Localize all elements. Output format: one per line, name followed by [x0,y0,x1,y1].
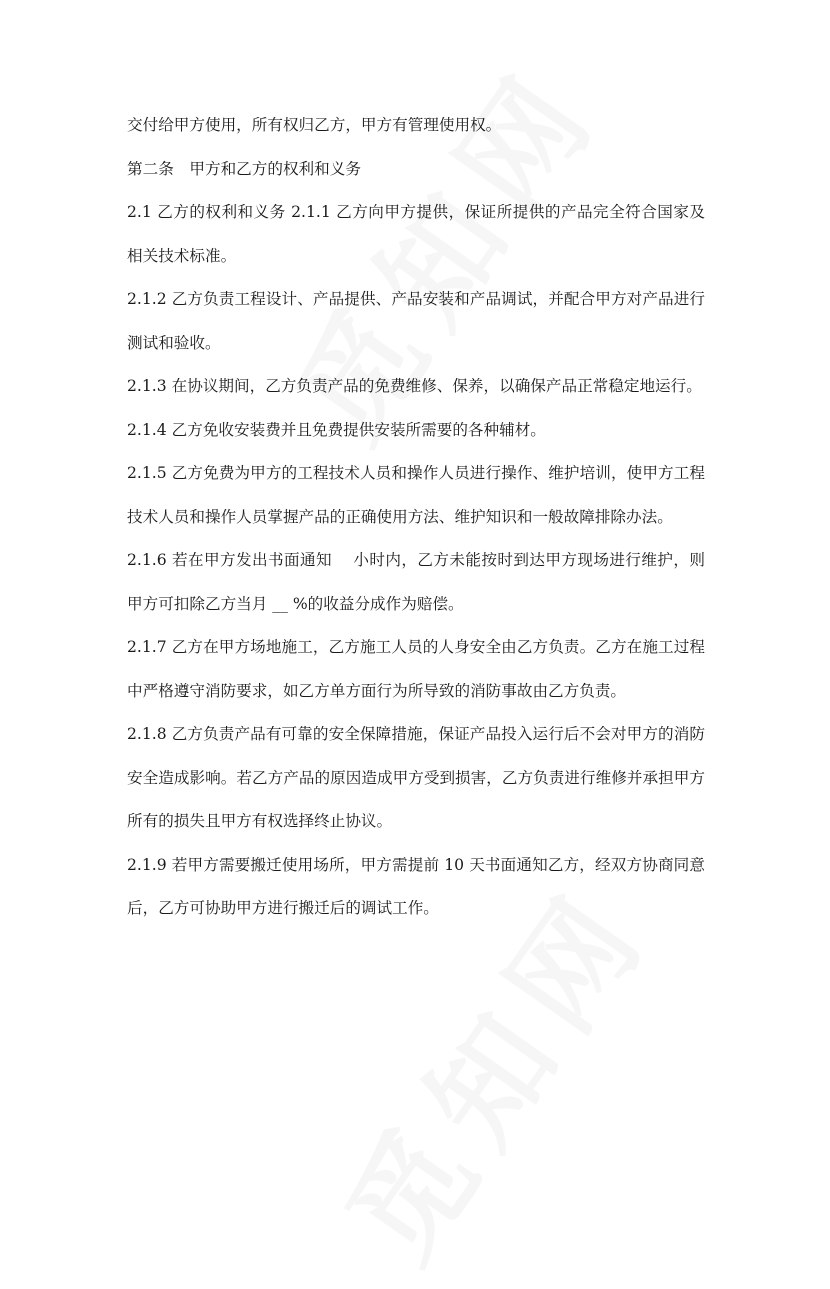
clause-2-1-6: 2.1.6 若在甲方发出书面通知 小时内，乙方未能按时到达甲方现场进行维护，则甲方可扣除乙方当月 __ %的收益分成作为赔偿。 [127,551,705,613]
clause-2-1-8: 2.1.8 乙方负责产品有可靠的安全保障措施，保证产品投入运行后不会对甲方的消防安全造成影响。若乙方产品的原因造成甲方受到损害，乙方负责进行维修并承担甲方所有的损失且甲方有权选择终止协议。 [127,725,705,830]
clause-2-1-2: 2.1.2 乙方负责工程设计、产品提供、产品安装和产品调试，并配合甲方对产品进行测试和验收。 [127,290,705,352]
clause-2-1-9: 2.1.9 若甲方需要搬迁使用场所，甲方需提前 10 天书面通知乙方，经双方协商同意后，乙方可协助甲方进行搬迁后的调试工作。 [127,855,705,917]
document-body [127,104,705,931]
section-heading-article-2: 第二条 甲方和乙方的权利和义务 [127,159,361,178]
clause-2-1-1: 2.1 乙方的权利和义务 2.1.1 乙方向甲方提供，保证所提供的产品完全符合国家及相关技术标准。 [127,203,705,265]
clause-2-1-3: 2.1.3 在协议期间，乙方负责产品的免费维修、保养，以确保产品正常稳定地运行。 [127,377,702,395]
clause-2-1-7: 2.1.7 乙方在甲方场地施工，乙方施工人员的人身安全由乙方负责。乙方在施工过程中严格遵守消防要求，如乙方单方面行为所导致的消防事故由乙方负责。 [127,638,705,700]
clause-2-1-5: 2.1.5 乙方免费为甲方的工程技术人员和操作人员进行操作、维护培训，使甲方工程技术人员和操作人员掌握产品的正确使用方法、维护知识和一般故障排除办法。 [127,464,705,526]
paragraph-ownership: 交付给甲方使用，所有权归乙方，甲方有管理使用权。 [127,116,502,134]
clause-2-1-4: 2.1.4 乙方免收安装费并且免费提供安装所需要的各种辅材。 [127,420,546,439]
